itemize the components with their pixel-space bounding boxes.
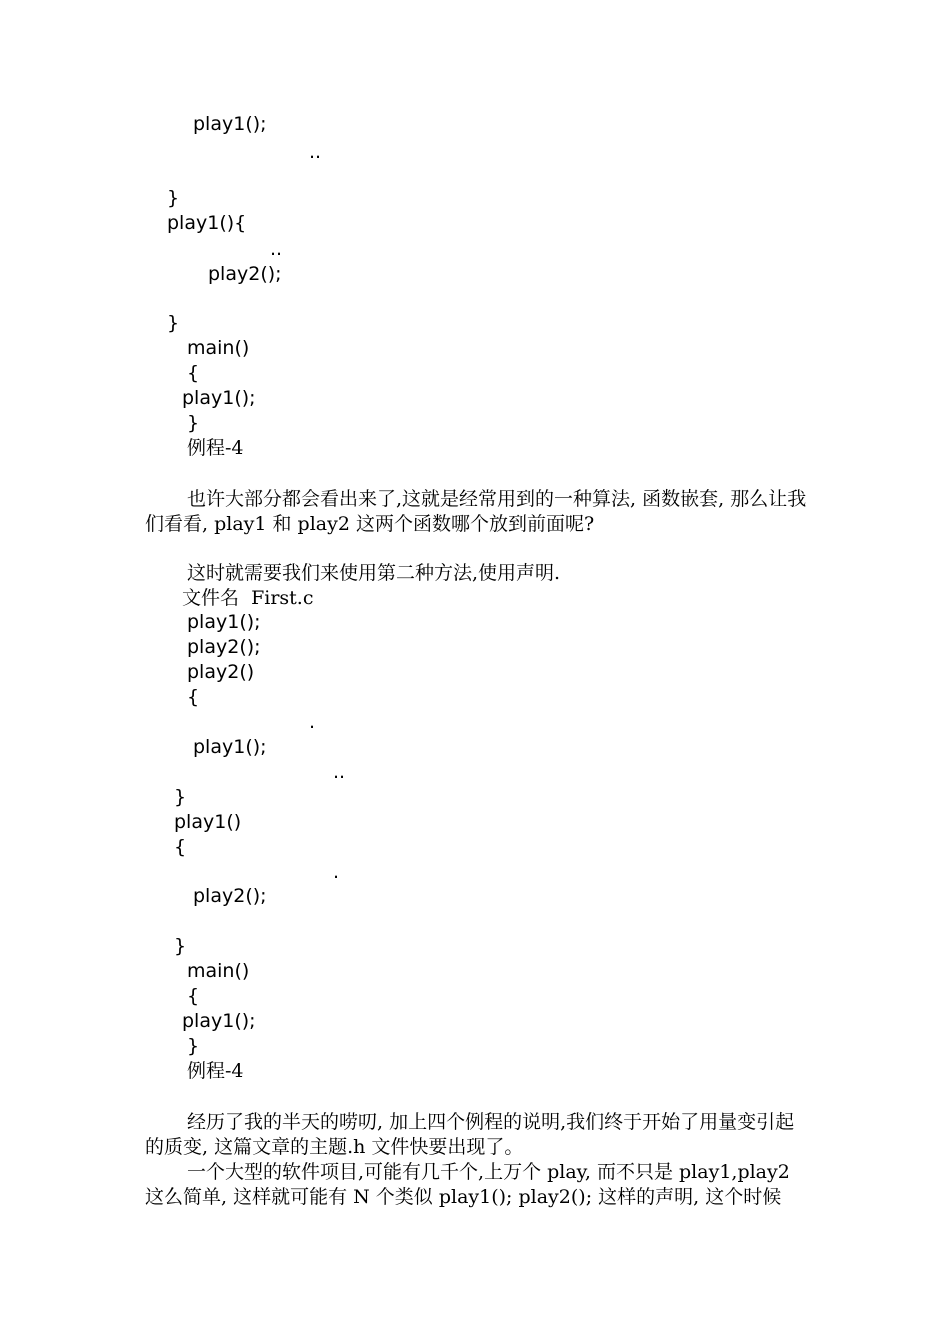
code-line: main() — [187, 337, 250, 359]
code-line: play2(); — [208, 263, 282, 285]
code-line: } — [174, 786, 187, 808]
code-line: play2() — [187, 661, 255, 683]
code-line: play2(); — [187, 636, 261, 658]
code-line: { — [187, 686, 200, 708]
example-caption: 例程-4 — [187, 1060, 244, 1082]
code-line: . — [309, 711, 316, 733]
code-line: play1(); — [193, 113, 267, 135]
paragraph: 经历了我的半天的唠叨, 加上四个例程的说明,我们终于开始了用量变引起的质变, 这篇文章的主题.h 文件快要出现了。 — [145, 1111, 795, 1158]
code-line: } — [167, 187, 180, 209]
code-line: . — [333, 861, 340, 883]
code-line: play1(); — [182, 1010, 256, 1032]
example-caption: 例程-4 — [187, 437, 244, 459]
code-line: { — [187, 362, 200, 384]
code-line: play1() — [174, 811, 242, 833]
paragraph: 也许大部分都会看出来了,这就是经常用到的一种算法, 函数嵌套, 那么让我们看看, play1 和 play2 这两个函数哪个放到前面呢? — [145, 488, 807, 535]
code-line: play1(); — [193, 736, 267, 758]
file-name-line: 文件名 First.c — [182, 587, 314, 609]
paragraph: 这时就需要我们来使用第二种方法,使用声明. — [187, 562, 561, 584]
code-line: play1(); — [182, 387, 256, 409]
paragraph: 一个大型的软件项目,可能有几千个,上万个 play, 而不只是 play1,play2 这么简单, 这样就可能有 N 个类似 play1(); play2(); 这样的声明, 这个时候 — [145, 1161, 790, 1208]
code-line: main() — [187, 960, 250, 982]
code-line: .. — [333, 761, 346, 783]
code-line: .. — [270, 238, 283, 260]
code-line: } — [167, 312, 180, 334]
code-line: play2(); — [193, 885, 267, 907]
code-line: play1(){ — [167, 212, 247, 234]
code-line: } — [187, 412, 200, 434]
code-line: { — [187, 985, 200, 1007]
code-line: { — [174, 836, 187, 858]
code-line: .. — [309, 141, 322, 163]
code-line: } — [174, 935, 187, 957]
code-line: play1(); — [187, 611, 261, 633]
code-line: } — [187, 1035, 200, 1057]
